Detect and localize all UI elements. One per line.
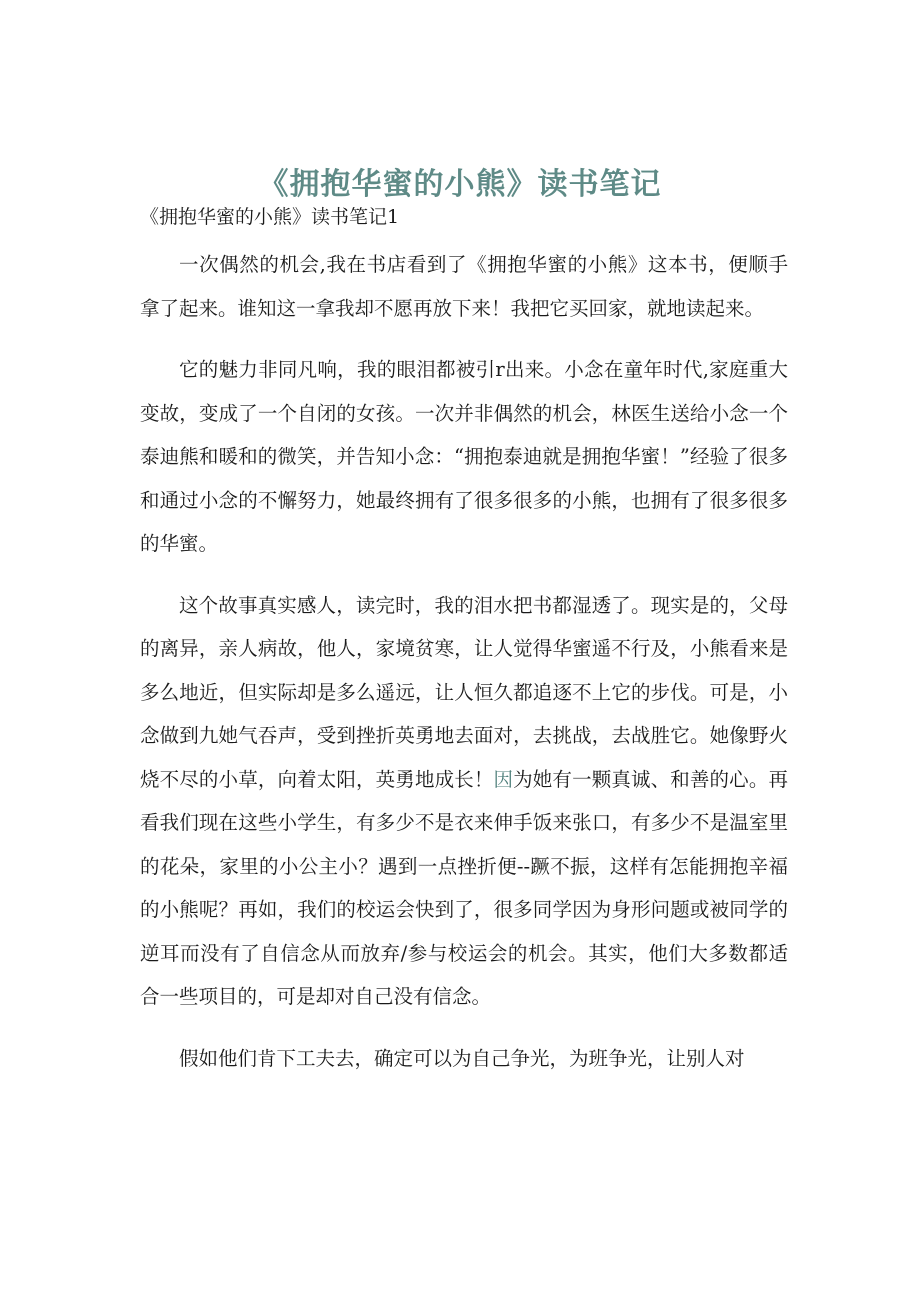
paragraph-3	[140, 584, 788, 1019]
document-title: 《拥抱华蜜的小熊》读书笔记	[258, 167, 662, 203]
paragraph-4: 假如他们肯下工夫去，确定可以为自己争光，为班争光，让别人对	[179, 1046, 745, 1070]
section-heading: 《拥抱华蜜的小熊》读书笔记1	[140, 206, 400, 228]
paragraph-3-part-1: 这个故事真实感人，读完时，我的泪水把书都湿透了。现实是的，父母的离异，亲人病故，他人，家境贫寒，让人觉得华蜜遥不行及，小熊看来是多么地近，但实际却是多么遥远，让人恒久都追逐不上它的步伐。可是，小念做到九她气吞声，受到挫折英勇地去面对，去挑战，去战胜它。她像野火烧不尽的小草，向着太阳，英勇地成长！	[140, 593, 788, 791]
paragraph-1: 一次偶然的机会,我在书店看到了《拥抱华蜜的小熊》这本书，便顺手拿了起来。谁知这一拿我却不愿再放下来！我把它买回家，就地读起来。	[140, 253, 788, 320]
highlighted-character: 因	[493, 767, 514, 791]
document-body	[140, 243, 788, 1080]
paragraph-3-part-2: 为她有一颗真诚、和善的心。再看我们现在这些小学生，有多少不是衣来伸手饭来张口，有多少不是温室里的花朵，家里的小公主小？遇到一点挫折便--蹶不振，这样有怎能拥抱辛福的小熊呢？再如，我们的校运会快到了，很多同学因为身形问题或被同学的逆耳而没有了自信念从而放弃/参与校运会的机会。其实，他们大多数都适合一些项目的，可是却对自己没有信念。	[140, 767, 788, 1008]
paragraph-2: 它的魅力非同凡响，我的眼泪都被引r出来。小念在童年时代,家庭重大变故，变成了一个自闭的女孩。一次并非偶然的机会，林医生送给小念一个泰迪熊和暖和的微笑，并告知小念：“拥抱泰迪就是拥抱华蜜！”经验了很多和通过小念的不懈努力，她最终拥有了很多很多的小熊，也拥有了很多很多的华蜜。	[140, 358, 788, 555]
